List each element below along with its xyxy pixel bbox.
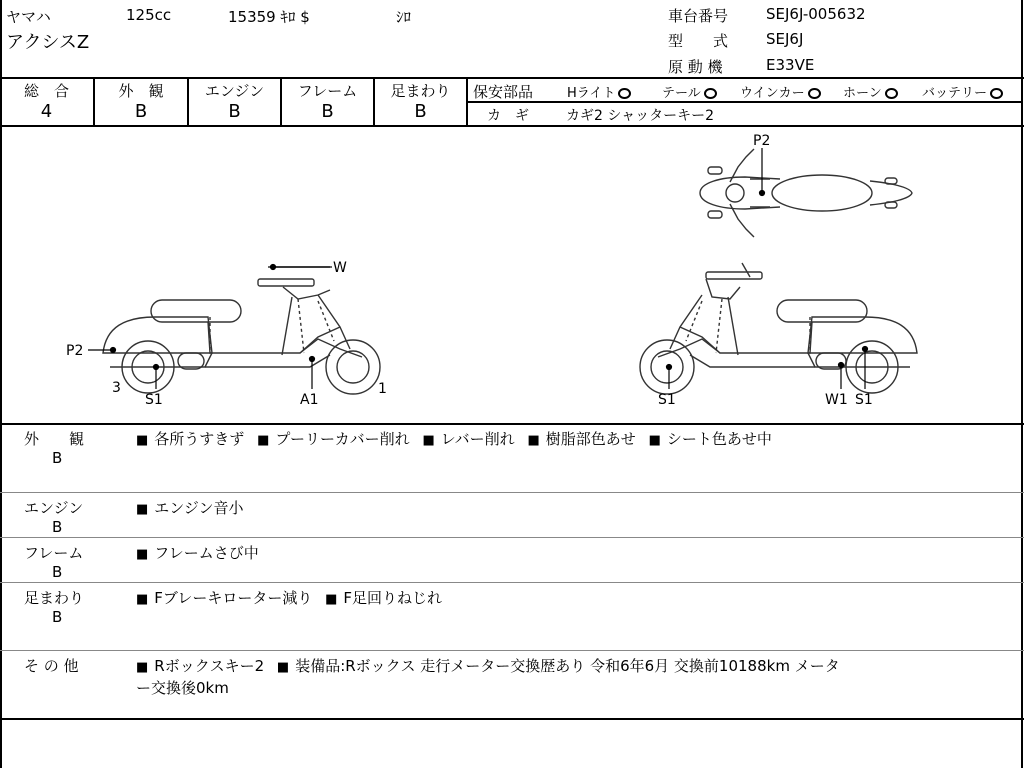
label-a1: A1: [300, 392, 319, 408]
engine-model-label: 原 動 機: [668, 58, 723, 76]
ok-circle-icon: [618, 88, 631, 99]
safety-label: 保安部品: [473, 83, 534, 101]
label-1: 1: [378, 381, 387, 397]
remark-engine-label: エンジン: [24, 499, 84, 517]
remark-item: フレームさび中: [154, 544, 259, 562]
label-w: W: [333, 260, 347, 276]
bullet-icon: ■: [325, 592, 338, 607]
engine-grade: B: [228, 101, 241, 122]
bullet-icon: ■: [136, 433, 149, 448]
scooter-right-view: [640, 263, 917, 394]
key-label: カ ギ: [487, 108, 529, 124]
remark-item: 装備品:Rボックス 走行メーター交換歴あり 令和6年6月 交換前10188km メータ: [295, 657, 840, 675]
label-3: 3: [112, 380, 121, 396]
divider: [0, 582, 1024, 583]
type-value: SEJ6J: [766, 30, 804, 48]
damage-diagram: [0, 127, 1021, 423]
label-s1-left: S1: [145, 392, 163, 408]
divider: [0, 718, 1024, 720]
safety-tail: [662, 82, 717, 101]
bullet-icon: ■: [136, 502, 149, 517]
bullet-icon: ■: [527, 433, 540, 448]
remark-item: 各所うすきず: [154, 430, 245, 448]
remark-other-line1: [136, 655, 840, 676]
exterior-label: 外 観: [118, 82, 164, 100]
label-p2-top: P2: [753, 133, 771, 149]
frame-no: SEJ6J-005632: [766, 5, 866, 23]
divider: [0, 492, 1024, 493]
label-p2-left: P2: [66, 343, 84, 359]
model-name: アクシスZ: [6, 32, 90, 53]
horn-label: ホーン: [843, 86, 882, 101]
remark-other-line2: ー交換後0km: [136, 679, 229, 697]
suspension-grade: B: [414, 101, 427, 122]
scooter-top-view: [700, 149, 912, 237]
grid-line: [468, 101, 1021, 103]
remark-exterior-grade: B: [52, 449, 63, 467]
divider: [0, 423, 1024, 425]
divider: [0, 650, 1024, 651]
divider: [0, 77, 1024, 79]
remark-item: 樹脂部色あせ: [545, 430, 636, 448]
remark-exterior-items: [136, 428, 772, 449]
divider: [0, 537, 1024, 538]
safety-battery: [922, 82, 1003, 101]
overall-grade: 4: [40, 101, 53, 122]
bullet-icon: ■: [136, 592, 149, 607]
remark-suspension-label: 足まわり: [24, 589, 85, 607]
type-label: 型 式: [668, 32, 729, 50]
remark-item: エンジン音小: [154, 499, 244, 517]
safety-horn: [843, 82, 898, 101]
remark-engine-items: [136, 497, 244, 518]
bullet-icon: ■: [648, 433, 661, 448]
ok-circle-icon: [885, 88, 898, 99]
bullet-icon: ■: [257, 433, 270, 448]
border-right: [1021, 0, 1023, 768]
label-s1-rear: S1: [855, 392, 873, 408]
safety-winker: [740, 82, 821, 101]
safety-headlight: [567, 82, 631, 101]
ok-circle-icon: [990, 88, 1003, 99]
ok-circle-icon: [808, 88, 821, 99]
remark-engine-grade: B: [52, 518, 63, 536]
suspension-grade-label: 足まわり: [390, 82, 451, 100]
exterior-grade: B: [134, 101, 148, 122]
winker-label: ウインカー: [740, 86, 805, 101]
battery-label: バッテリー: [922, 86, 988, 101]
tail-label: テール: [662, 86, 701, 101]
remark-item: レバー削れ: [440, 430, 515, 448]
frame-no-label: 車台番号: [668, 7, 729, 25]
displacement: 125cc: [126, 6, 172, 24]
scooter-left-view: [103, 267, 380, 394]
bullet-icon: ■: [422, 433, 435, 448]
label-s1-right: S1: [658, 392, 676, 408]
bullet-icon: ■: [136, 547, 149, 562]
bullet-icon: ■: [136, 660, 149, 675]
key-value: カギ2 シャッターキー2: [566, 108, 714, 124]
maker: ヤマハ: [6, 8, 51, 26]
overall-label: 総 合: [23, 82, 69, 100]
headlight-label: Hライト: [567, 86, 616, 101]
remark-item: Fブレーキローター減り: [154, 589, 313, 607]
remark-frame-label: フレーム: [24, 544, 84, 562]
remark-other-label: そ の 他: [24, 657, 79, 675]
remark-item: Rボックスキー2: [154, 657, 265, 675]
remark-item: シート色あせ中: [666, 430, 772, 448]
engine-model: E33VE: [766, 56, 815, 74]
remark-frame-items: [136, 542, 259, 563]
ok-circle-icon: [704, 88, 717, 99]
remark-item: F足回りねじれ: [343, 589, 443, 607]
remark-exterior-label: 外 観: [24, 430, 85, 448]
frame-grade-label: フレーム: [297, 82, 358, 100]
engine-grade-label: エンジン: [204, 82, 265, 100]
color: ｼﾛ: [396, 8, 412, 26]
remark-item: プーリーカバー削れ: [275, 430, 410, 448]
frame-grade: B: [321, 101, 334, 122]
label-w1: W1: [825, 392, 848, 408]
remark-frame-grade: B: [52, 563, 63, 581]
remark-suspension-items: [136, 587, 442, 608]
mileage: 15359 ｷﾛ $: [228, 8, 310, 26]
remark-suspension-grade: B: [52, 608, 63, 626]
bullet-icon: ■: [276, 660, 290, 675]
